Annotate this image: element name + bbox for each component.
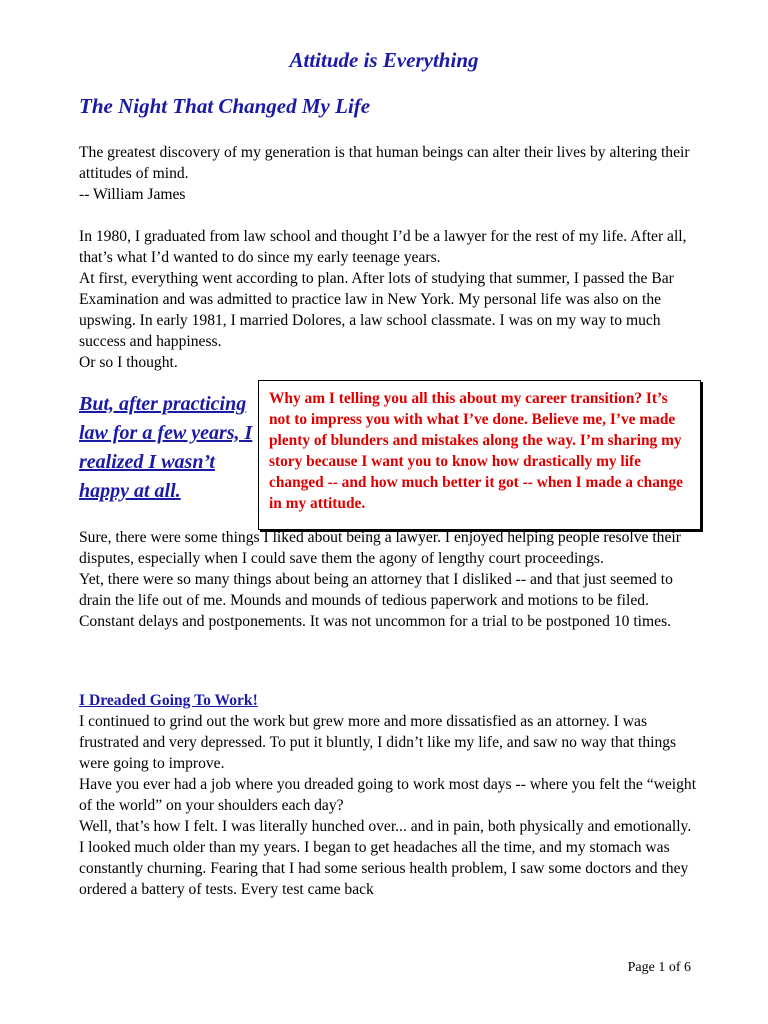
- paragraph: Have you ever had a job where you dreaded going to work most days -- where you felt the “weight of the world” on your shoulders each day?: [79, 776, 697, 814]
- paragraph: Sure, there were some things I liked about being a lawyer. I enjoyed helping people resolve their disputes, especially when I could save them the agony of lengthy court proceedings.: [79, 529, 681, 567]
- document-title: Attitude is Everything: [289, 48, 479, 72]
- lawyer-section: [79, 527, 699, 632]
- paragraph: In 1980, I graduated from law school and thought I’d be a lawyer for the rest of my life. After all, that’s what I’d wanted to do since my early teenage years.: [79, 228, 687, 266]
- paragraph: Yet, there were so many things about being an attorney that I disliked -- and that just seemed to drain the life out of me. Mounds and mounds of tedious paperwork and motions to be filed. Constant delays and postponements. It was not uncommon for a trial to be postponed 10 times.: [79, 571, 673, 630]
- paragraph: Well, that’s how I felt. I was literally hunched over... and in pain, both physically and emotionally. I looked much older than my years. I began to get headaches all the time, and my stomach was constantly churning. Fearing that I had some serious health problem, I saw some doctors and they ordered a battery of tests. Every test came back: [79, 818, 692, 898]
- callout-box: Why am I telling you all this about my career transition? It’s not to impress you with what I’ve done. Believe me, I’ve made plenty of blunders and mistakes along the way. I’m sharing my story because I want you to know how drastically my life changed -- and how much better it got -- when I made a change in my attitude.: [258, 380, 701, 530]
- section-heading: I Dreaded Going To Work!: [79, 692, 258, 709]
- opening-quote: [79, 142, 699, 205]
- intro-section: [79, 226, 699, 373]
- quote-attribution: -- William James: [79, 186, 186, 203]
- paragraph: Or so I thought.: [79, 354, 178, 371]
- paragraph: At first, everything went according to plan. After lots of studying that summer, I passed the Bar Examination and was admitted to practice law in New York. My personal life was also on the upswing. In early 1981, I married Dolores, a law school classmate. I was on my way to much success and happiness.: [79, 270, 674, 350]
- work-section: [79, 711, 699, 900]
- page-number: Page 1 of 6: [627, 960, 691, 975]
- document-subtitle: The Night That Changed My Life: [79, 94, 371, 118]
- pull-quote: But, after practicing law for a few years, I realized I wasn’t happy at all.: [79, 393, 253, 502]
- quote-text: The greatest discovery of my generation is that human beings can alter their lives by altering their attitudes of mind.: [79, 144, 690, 182]
- paragraph: I continued to grind out the work but grew more and more dissatisfied as an attorney. I was frustrated and very depressed. To put it bluntly, I didn’t like my life, and saw no way that things were going to improve.: [79, 713, 677, 772]
